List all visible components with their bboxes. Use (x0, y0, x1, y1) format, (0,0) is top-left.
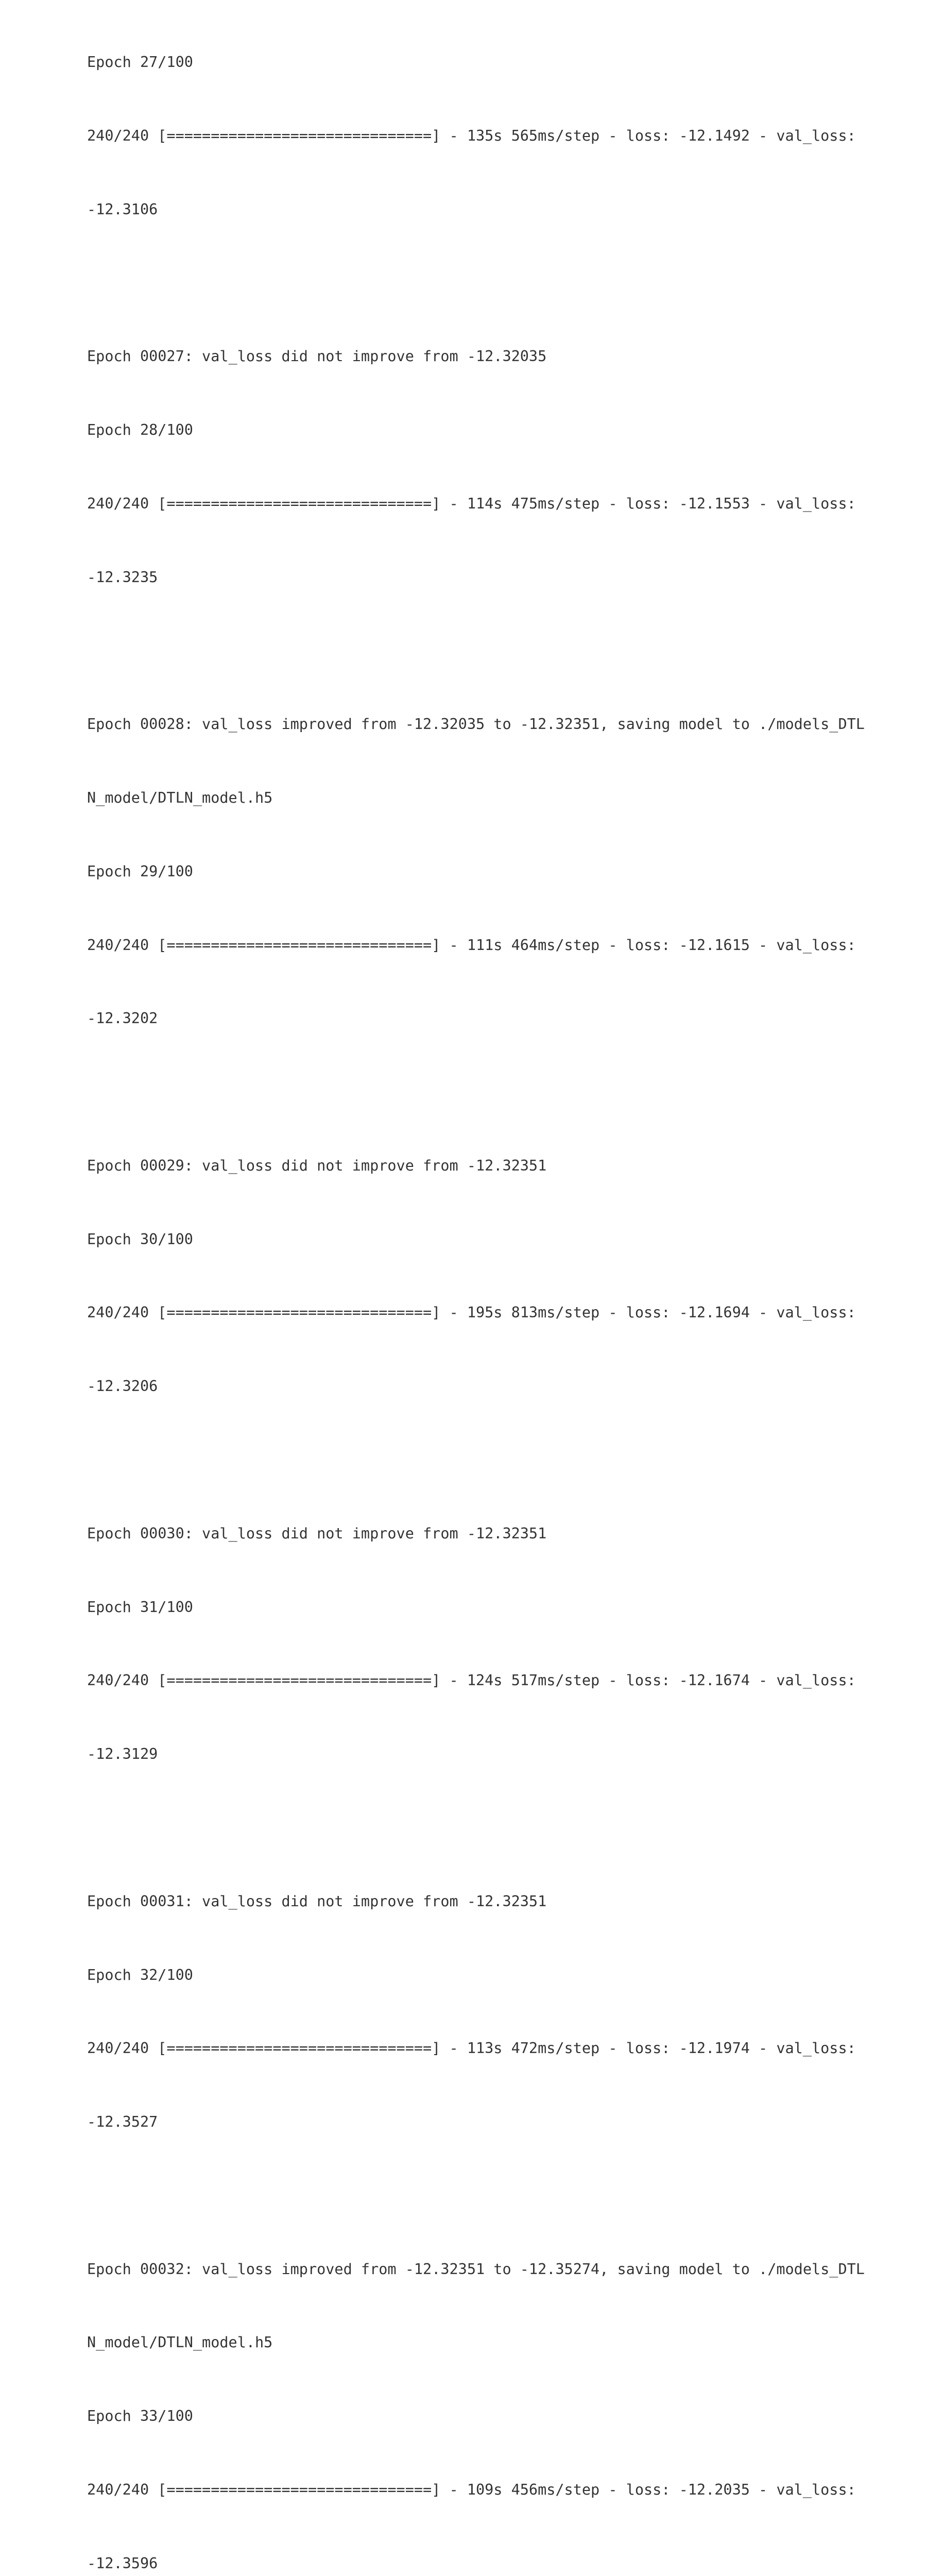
log-line: Epoch 27/100 (87, 54, 193, 71)
log-line: N_model/DTLN_model.h5 (87, 2334, 273, 2351)
log-line: Epoch 00029: val_loss did not improve from -12.32351 (87, 1157, 547, 1174)
log-blank-line (87, 1448, 860, 1472)
log-line: -12.3527 (87, 2113, 158, 2131)
log-line: Epoch 00032: val_loss improved from -12.32351 to -12.35274, saving model to ./models_DTL (87, 2260, 865, 2278)
log-blank-line (87, 638, 860, 663)
log-line: 240/240 [==============================] - 135s 565ms/step - loss: -12.1492 - val_loss: (87, 127, 856, 144)
log-line: -12.3206 (87, 1378, 158, 1395)
log-blank-line (87, 1080, 860, 1105)
log-line: Epoch 29/100 (87, 862, 193, 880)
log-line: Epoch 32/100 (87, 1966, 193, 1984)
log-line: Epoch 30/100 (87, 1230, 193, 1248)
log-line: Epoch 31/100 (87, 1598, 193, 1616)
log-blank-line (87, 271, 860, 296)
log-line: Epoch 28/100 (87, 421, 193, 439)
log-line: 240/240 [==============================] - 114s 475ms/step - loss: -12.1553 - val_loss: (87, 495, 856, 512)
log-line: -12.3202 (87, 1010, 158, 1027)
log-line: Epoch 33/100 (87, 2408, 193, 2425)
log-line: 240/240 [==============================] - 113s 472ms/step - loss: -12.1974 - val_loss: (87, 2040, 856, 2057)
log-line: Epoch 00031: val_loss did not improve from -12.32351 (87, 1892, 547, 1910)
log-line: 240/240 [==============================] - 109s 456ms/step - loss: -12.2035 - val_loss: (87, 2481, 856, 2498)
log-blank-line (87, 2183, 860, 2208)
log-line: 240/240 [==============================] - 111s 464ms/step - loss: -12.1615 - val_loss: (87, 936, 856, 954)
log-line: Epoch 00028: val_loss improved from -12.32035 to -12.32351, saving model to ./models_DTL (87, 716, 865, 733)
training-log-output (87, 1, 865, 2576)
log-line: 240/240 [==============================] - 195s 813ms/step - loss: -12.1694 - val_loss: (87, 1304, 856, 1321)
log-line: -12.3235 (87, 568, 158, 586)
log-line: Epoch 00027: val_loss did not improve from -12.32035 (87, 348, 547, 365)
log-line: N_model/DTLN_model.h5 (87, 789, 273, 806)
log-line: -12.3596 (87, 2554, 158, 2572)
log-blank-line (87, 1816, 860, 1840)
log-line: -12.3106 (87, 200, 158, 218)
log-line: -12.3129 (87, 1745, 158, 1763)
log-line: 240/240 [==============================] - 124s 517ms/step - loss: -12.1674 - val_loss: (87, 1672, 856, 1689)
log-line: Epoch 00030: val_loss did not improve from -12.32351 (87, 1524, 547, 1542)
